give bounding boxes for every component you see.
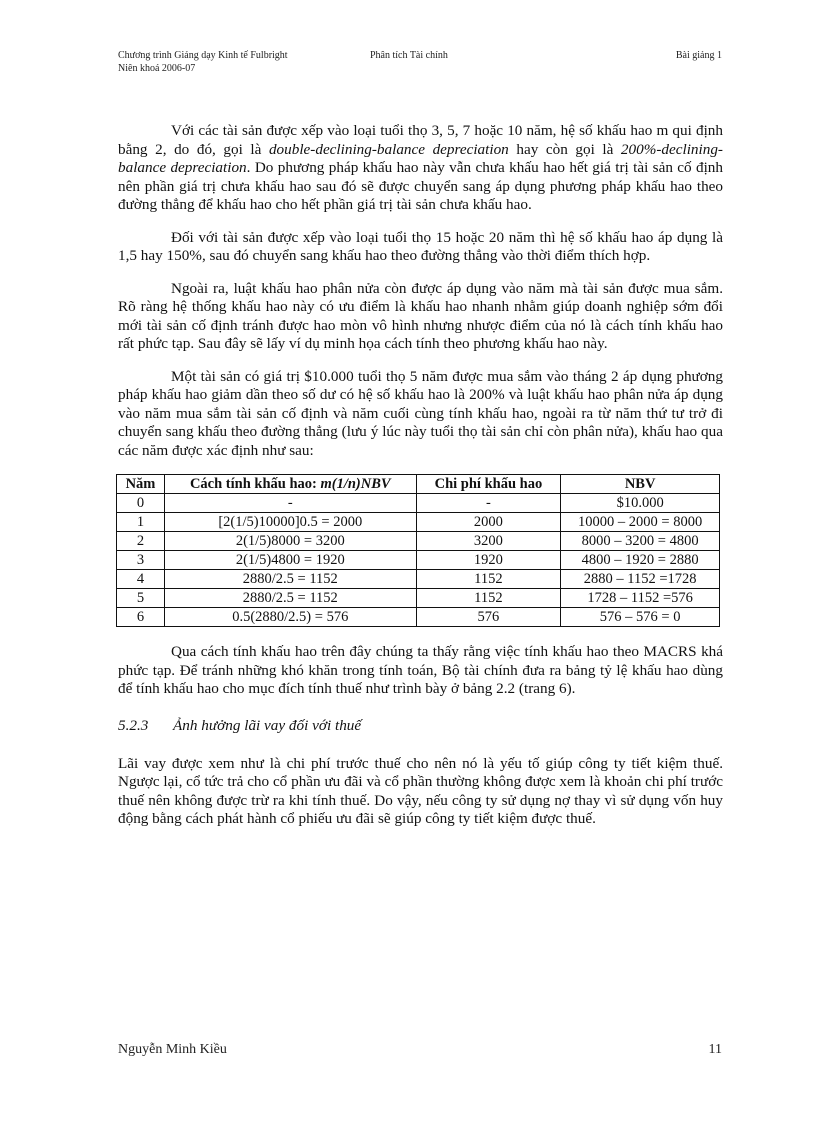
cell-method: 2880/2.5 = 1152 <box>164 589 416 608</box>
paragraph-example: Một tài sản có giá trị $10.000 tuổi thọ 5 năm được mua sắm vào tháng 2 áp dụng phương pháp khấu hao giảm dần theo số dư có hệ số khấu hao là 200% và luật khấu hao phân nửa áp dụng vào năm mua sắm tài sản cố định và năm cuối cùng tính khấu hao, ngoài ra từ năm thứ tư trở đi chuyển sang khấu theo đường thẳng (lưu ý lúc này tuổi thọ tài sản chỉ còn phân nửa), khấu hao qua các năm được xác định như sau: <box>118 367 723 459</box>
cell-method: 2(1/5)8000 = 3200 <box>164 532 416 551</box>
cell-cost: 1152 <box>416 589 561 608</box>
cell-cost: 3200 <box>416 532 561 551</box>
p1-text-a: Với các tài sản được xếp vào loại tuổi thọ 3, 5, 7 hoặc 10 năm, hệ số khấu hao m qui định bằng 2, do đó, gọi là <box>118 122 723 158</box>
p1-term-ddb: double-declining-balance depreciation <box>268 140 509 158</box>
header-course <box>118 49 288 75</box>
table-row <box>117 570 720 589</box>
cell-year: 0 <box>117 494 165 513</box>
table-row <box>117 551 720 570</box>
footer-page-number: 11 <box>708 1042 722 1057</box>
cell-nbv: 2880 – 1152 =1728 <box>561 570 720 589</box>
table-row <box>117 494 720 513</box>
col-header-cost: Chi phí khấu hao <box>416 475 561 494</box>
p1-text-c: . Do phương pháp khấu hao này vẫn chưa khấu hao hết giá trị tài sản cố định nên phần giá trị chưa khấu hao sau đó sẽ được chuyển sang áp dụng phương pháp khấu hao theo đường thẳng để khấu hao cho hết phần giá trị tài sản chưa khấu hao. <box>118 159 723 213</box>
cell-cost: 1920 <box>416 551 561 570</box>
cell-nbv: 576 – 576 = 0 <box>561 608 720 627</box>
cell-cost: 1152 <box>416 570 561 589</box>
footer-author: Nguyễn Minh Kiều <box>118 1042 227 1057</box>
p1-text-b: hay còn gọi là <box>508 140 621 158</box>
cell-nbv: 4800 – 1920 = 2880 <box>561 551 720 570</box>
cell-nbv: 8000 – 3200 = 4800 <box>561 532 720 551</box>
col-header-method-label: Cách tính khấu hao: <box>189 475 321 492</box>
cell-year: 5 <box>117 589 165 608</box>
col-header-nbv: NBV <box>561 475 720 494</box>
cell-year: 4 <box>117 570 165 589</box>
cell-method: 2880/2.5 = 1152 <box>164 570 416 589</box>
cell-method: - <box>164 494 416 513</box>
cell-method: [2(1/5)10000]0.5 = 2000 <box>164 513 416 532</box>
section-title: Ảnh hưởng lãi vay đối với thuế <box>173 716 362 734</box>
cell-nbv: 10000 – 2000 = 8000 <box>561 513 720 532</box>
col-header-method-formula: m(1/n)NBV <box>320 475 391 492</box>
cell-method: 2(1/5)4800 = 1920 <box>164 551 416 570</box>
document-body <box>118 122 723 843</box>
section-heading <box>118 717 723 735</box>
cell-nbv: 1728 – 1152 =576 <box>561 589 720 608</box>
col-header-year: Năm <box>117 475 165 494</box>
cell-method: 0.5(2880/2.5) = 576 <box>164 608 416 627</box>
p1-term-200: 200%-declining-balance depreciation <box>118 140 723 176</box>
cell-year: 6 <box>117 608 165 627</box>
table-row <box>117 513 720 532</box>
cell-cost: 2000 <box>416 513 561 532</box>
table-header-row <box>117 475 720 494</box>
paragraph-interest-tax: Lãi vay được xem như là chi phí trước thuế cho nên nó là yếu tố giúp công ty tiết kiệm thuế. Ngược lại, cổ tức trả cho cổ phần ưu đãi và cổ phần thường không được xem là khoản chi phí trước thuế nên không được trừ ra khi tính thuế. Do vậy, nếu công ty sử dụng nợ thay vì sử dụng vốn huy động bằng cách phát hành cổ phiếu ưu đãi sẽ giúp công ty tiết kiệm được thuế. <box>118 754 723 827</box>
header-subject: Phân tích Tài chính <box>370 50 448 61</box>
paragraph-half-year-rule: Ngoài ra, luật khấu hao phân nửa còn được áp dụng vào năm mà tài sản được mua sắm. Rõ ràng hệ thống khấu hao này có ưu điểm là khấu hao nhanh nhằm giúp doanh nghiệp sớm đổi mới tài sản cố định tránh được hao mòn vô hình nhưng nhược điểm của nó là cách tính khấu hao rất phức tạp. Sau đây sẽ lấy ví dụ minh họa cách tính theo phương khấu hao này. <box>118 279 723 352</box>
cell-year: 2 <box>117 532 165 551</box>
cell-cost: 576 <box>416 608 561 627</box>
table-row <box>117 589 720 608</box>
col-header-method <box>164 475 416 494</box>
table-row <box>117 608 720 627</box>
cell-year: 1 <box>117 513 165 532</box>
cell-nbv: $10.000 <box>561 494 720 513</box>
section-number: 5.2.3 <box>118 716 149 734</box>
cell-year: 3 <box>117 551 165 570</box>
header-academic-year: Niên khoá 2006-07 <box>118 63 196 74</box>
cell-cost: - <box>416 494 561 513</box>
paragraph-double-declining <box>118 122 723 215</box>
table-row <box>117 532 720 551</box>
header-course-name: Chương trình Giảng dạy Kinh tế Fulbright <box>118 50 288 61</box>
paragraph-150-percent: Đối với tài sản được xếp vào loại tuổi thọ 15 hoặc 20 năm thì hệ số khấu hao áp dụng là 1,5 hay 150%, sau đó chuyển sang khấu hao theo đường thẳng vào thời điểm thích hợp. <box>118 228 723 264</box>
paragraph-macrs-summary: Qua cách tính khấu hao trên đây chúng ta thấy rằng việc tính khấu hao theo MACRS khá phức tạp. Để tránh những khó khăn trong tính toán, Bộ tài chính đưa ra bảng tỷ lệ khấu hao dùng để tính khấu hao cho mục đích tính thuế như trình bày ở bảng 2.2 (trang 6). <box>118 643 723 697</box>
depreciation-table <box>116 474 720 627</box>
header-lecture: Bài giảng 1 <box>675 50 722 61</box>
